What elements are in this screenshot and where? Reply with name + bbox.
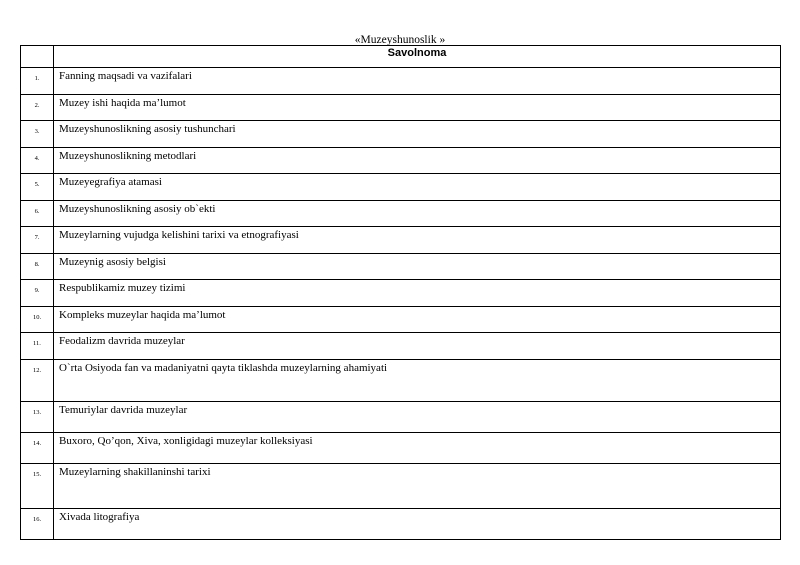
table-row	[21, 333, 781, 360]
question-number: 8.	[21, 254, 54, 280]
question-number: 7.	[21, 227, 54, 254]
table-row	[21, 402, 781, 433]
table-row	[21, 464, 781, 509]
question-text: Muzeyegrafiya atamasi	[54, 174, 781, 201]
table-row	[21, 280, 781, 307]
question-text: Muzey ishi haqida ma’lumot	[54, 95, 781, 121]
question-number: 3.	[21, 121, 54, 148]
document-title: «Muzeyshunoslik »	[354, 34, 446, 46]
table-row	[21, 254, 781, 280]
question-number: 15.	[21, 464, 54, 509]
question-number: 12.	[21, 360, 54, 402]
question-text: Muzeynig asosiy belgisi	[54, 254, 781, 280]
table-row	[21, 95, 781, 121]
question-number: 4.	[21, 148, 54, 174]
question-number: 13.	[21, 402, 54, 433]
question-number: 11.	[21, 333, 54, 360]
question-text: Muzeyshunoslikning asosiy ob`ekti	[54, 201, 781, 227]
question-number: 10.	[21, 307, 54, 333]
table-row	[21, 201, 781, 227]
table-row	[21, 148, 781, 174]
question-text: Fanning maqsadi va vazifalari	[54, 68, 781, 95]
question-number: 1.	[21, 68, 54, 95]
question-text: Buxoro, Qo’qon, Xiva, xonligidagi muzeylar kolleksiyasi	[54, 433, 781, 464]
question-number: 2.	[21, 95, 54, 121]
question-text: Feodalizm davrida muzeylar	[54, 333, 781, 360]
question-text: Respublikamiz muzey tizimi	[54, 280, 781, 307]
table-row	[21, 121, 781, 148]
table-header: Savolnoma	[54, 46, 781, 68]
table-row	[21, 174, 781, 201]
question-text: Muzeyshunoslikning asosiy tushunchari	[54, 121, 781, 148]
table-row	[21, 68, 781, 95]
table-row	[21, 307, 781, 333]
question-text: Muzeylarning shakillaninshi tarixi	[54, 464, 781, 509]
questions-table	[20, 45, 781, 540]
question-text: Temuriylar davrida muzeylar	[54, 402, 781, 433]
question-text: Kompleks muzeylar haqida ma’lumot	[54, 307, 781, 333]
question-number: 6.	[21, 201, 54, 227]
question-number: 16.	[21, 509, 54, 540]
table-row	[21, 360, 781, 402]
table-header-row	[21, 46, 781, 68]
table-row	[21, 433, 781, 464]
question-text: Xivada litografiya	[54, 509, 781, 540]
header-number-cell	[21, 46, 54, 68]
question-text: Muzeylarning vujudga kelishini tarixi va etnografiyasi	[54, 227, 781, 254]
question-number: 5.	[21, 174, 54, 201]
question-number: 9.	[21, 280, 54, 307]
table-row	[21, 227, 781, 254]
table-row	[21, 509, 781, 540]
question-number: 14.	[21, 433, 54, 464]
question-text: Muzeyshunoslikning metodlari	[54, 148, 781, 174]
question-text: O`rta Osiyoda fan va madaniyatni qayta tiklashda muzeylarning ahamiyati	[54, 360, 781, 402]
